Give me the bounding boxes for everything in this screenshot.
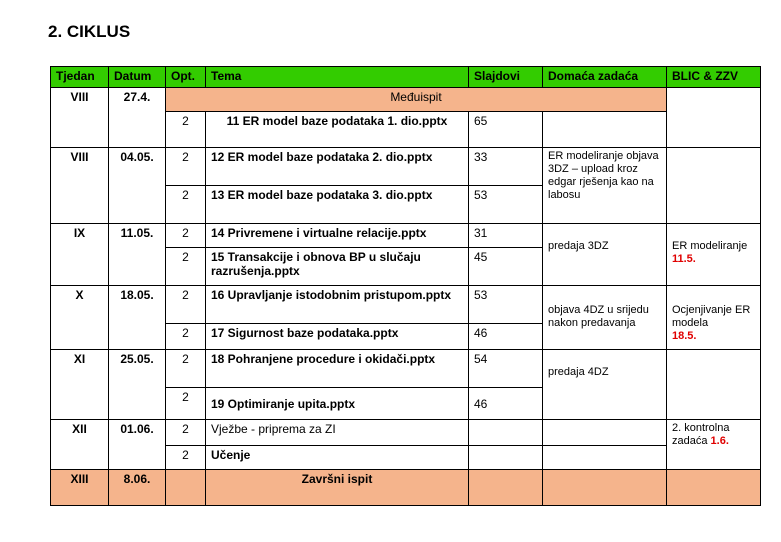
col-header-date: Datum xyxy=(109,67,166,88)
opt-cell xyxy=(166,470,206,506)
topic-cell: Učenje xyxy=(206,446,469,470)
topic-cell: Vježbe - priprema za ZI xyxy=(206,420,469,446)
col-header-homework: Domaća zadaća xyxy=(543,67,667,88)
date-cell: 04.05. xyxy=(109,148,166,224)
table-row xyxy=(51,88,761,112)
opt-cell: 2 xyxy=(166,186,206,224)
date-cell: 27.4. xyxy=(109,88,166,148)
date-cell: 01.06. xyxy=(109,420,166,470)
table-row xyxy=(51,470,761,506)
homework-cell: predaja 4DZ xyxy=(543,350,667,420)
homework-cell: predaja 3DZ xyxy=(543,224,667,286)
homework-cell xyxy=(543,446,667,470)
opt-cell: 2 xyxy=(166,112,206,148)
slides-cell xyxy=(469,470,543,506)
topic-cell: 17 Sigurnost baze podataka.pptx xyxy=(206,324,469,350)
opt-cell: 2 xyxy=(166,388,206,420)
slides-cell: 53 xyxy=(469,286,543,324)
homework-cell xyxy=(543,470,667,506)
slides-cell xyxy=(469,420,543,446)
col-header-topic: Tema xyxy=(206,67,469,88)
opt-cell: 2 xyxy=(166,350,206,388)
blic-date: 1.6. xyxy=(710,435,729,447)
blic-cell xyxy=(667,470,761,506)
blic-cell xyxy=(667,148,761,224)
col-header-slides: Slajdovi xyxy=(469,67,543,88)
header-row xyxy=(51,67,761,88)
topic-cell: Završni ispit xyxy=(206,470,469,506)
topic-cell: 12 ER model baze podataka 2. dio.pptx xyxy=(206,148,469,186)
slides-cell: 46 xyxy=(469,388,543,420)
week-cell: XIII xyxy=(51,470,109,506)
col-header-week: Tjedan xyxy=(51,67,109,88)
homework-cell xyxy=(543,112,667,148)
opt-cell: 2 xyxy=(166,420,206,446)
week-cell: X xyxy=(51,286,109,350)
blic-text: 2. kontrolna zadaća xyxy=(672,422,730,447)
blic-cell xyxy=(667,286,761,350)
slides-cell: 31 xyxy=(469,224,543,248)
table-row xyxy=(51,148,761,186)
opt-cell: 2 xyxy=(166,446,206,470)
opt-cell: 2 xyxy=(166,224,206,248)
slides-cell: 46 xyxy=(469,324,543,350)
blic-cell xyxy=(667,224,761,286)
week-cell: XI xyxy=(51,350,109,420)
topic-cell: 14 Privremene i virtualne relacije.pptx xyxy=(206,224,469,248)
blic-date: 11.5. xyxy=(672,253,696,265)
week-cell: IX xyxy=(51,224,109,286)
opt-cell: 2 xyxy=(166,248,206,286)
slides-cell: 53 xyxy=(469,186,543,224)
topic-cell: 15 Transakcije i obnova BP u slučaju razrušenja.pptx xyxy=(206,248,469,286)
blic-text: Ocjenjivanje ER modela xyxy=(672,304,751,329)
topic-cell: 13 ER model baze podataka 3. dio.pptx xyxy=(206,186,469,224)
week-cell: VIII xyxy=(51,88,109,148)
col-header-blic: BLIC & ZZV xyxy=(667,67,761,88)
week-cell: XII xyxy=(51,420,109,470)
page-title: 2. CIKLUS xyxy=(48,22,131,41)
slides-cell: 54 xyxy=(469,350,543,388)
opt-cell: 2 xyxy=(166,286,206,324)
blic-date: 18.5. xyxy=(672,330,697,342)
homework-cell: objava 4DZ u srijedu nakon predavanja xyxy=(543,286,667,350)
homework-cell xyxy=(543,420,667,446)
opt-cell: 2 xyxy=(166,324,206,350)
topic-cell: 16 Upravljanje istodobnim pristupom.pptx xyxy=(206,286,469,324)
date-cell: 11.05. xyxy=(109,224,166,286)
slides-cell xyxy=(469,446,543,470)
slides-cell: 65 xyxy=(469,112,543,148)
blic-cell xyxy=(667,350,761,420)
schedule-table xyxy=(50,66,761,506)
topic-cell: 18 Pohranjene procedure i okidači.pptx xyxy=(206,350,469,388)
opt-cell: 2 xyxy=(166,148,206,186)
blic-cell xyxy=(667,420,761,470)
blic-text: ER modeliranje xyxy=(672,240,748,252)
date-cell: 25.05. xyxy=(109,350,166,420)
topic-cell: 19 Optimiranje upita.pptx xyxy=(206,388,469,420)
slides-cell: 33 xyxy=(469,148,543,186)
col-header-opt: Opt. xyxy=(166,67,206,88)
table-row xyxy=(51,286,761,324)
midterm-cell: Međuispit xyxy=(166,88,667,112)
table-row xyxy=(51,350,761,388)
slides-cell: 45 xyxy=(469,248,543,286)
date-cell: 8.06. xyxy=(109,470,166,506)
table-row xyxy=(51,224,761,248)
week-cell: VIII xyxy=(51,148,109,224)
table-row xyxy=(51,420,761,446)
topic-cell: 11 ER model baze podataka 1. dio.pptx xyxy=(206,112,469,148)
date-cell: 18.05. xyxy=(109,286,166,350)
homework-cell: ER modeliranje objava 3DZ – upload kroz edgar rješenja kao na labosu xyxy=(543,148,667,224)
blic-cell xyxy=(667,88,761,148)
